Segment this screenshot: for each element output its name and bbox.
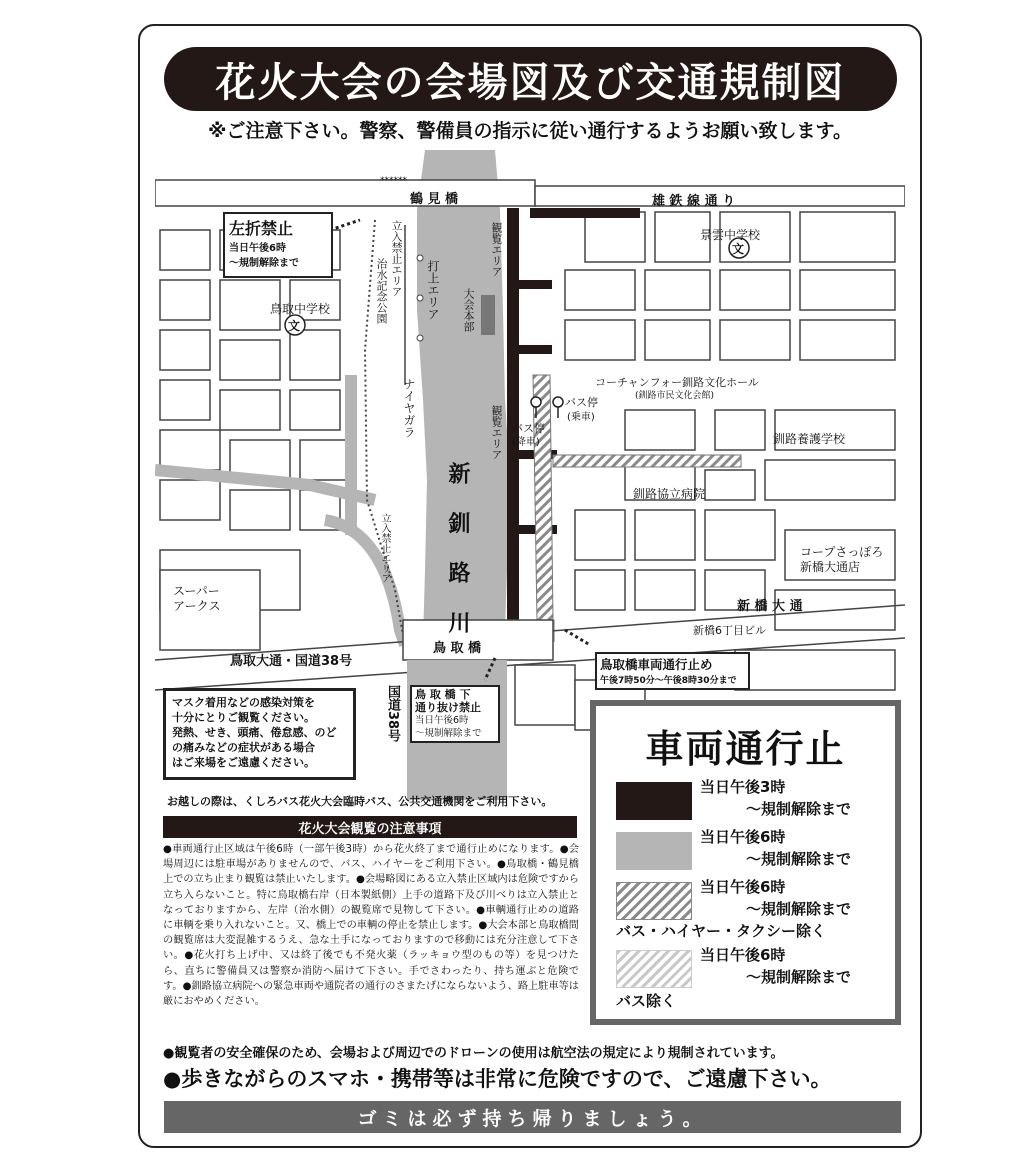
label-shinbashi-building: 新橋6丁目ビル <box>693 624 766 637</box>
legend-4-line2: ～規制解除まで <box>746 968 852 986</box>
label-coop-2: 新橋大通店 <box>800 560 861 574</box>
label-restricted-area-1: 立入禁止エリア <box>390 220 403 297</box>
legend-1-line1: 当日午後3時 <box>700 778 786 796</box>
label-park: 治水記念公園 <box>375 258 388 324</box>
legend-swatch-hatch-light <box>616 950 692 988</box>
label-culture-hall: コーチャンフォー釧路文化ホール <box>595 376 759 389</box>
label-tottori-school: 鳥取中学校 <box>270 302 331 316</box>
label-yutetsu-street: 雄 鉄 線 通 り <box>652 194 736 209</box>
legend-4-extra: バス除く <box>616 992 677 1010</box>
no-left-turn-line1: 当日午後6時 <box>229 243 286 254</box>
legend-4-line1: 当日午後6時 <box>700 946 786 964</box>
mask-line-3: 発熱、せき、頭痛、倦怠感、のど <box>172 726 337 739</box>
drone-notice: ●観覧者の安全確保のため、会場および周辺でのドローンの使用は航空法の規定により規制されています。 <box>163 1046 784 1061</box>
keiun-school-icon: 文 <box>732 242 745 256</box>
notes-title: 花火大会観覧の注意事項 <box>163 816 577 838</box>
label-hq: 大会本部 <box>462 288 475 332</box>
garbage-banner: ゴミは必ず持ち帰りましょう。 <box>164 1101 901 1133</box>
label-route38: 国道38号 <box>385 685 400 743</box>
mask-notice-box <box>163 688 356 780</box>
label-tsurumi-bridge: 鶴 見 橋 <box>410 192 459 207</box>
label-nursing-school: 釧路養護学校 <box>773 432 846 446</box>
label-bus-stop-board-sub: (乗車) <box>567 412 595 423</box>
label-tottori-street: 鳥取大通・国道38号 <box>230 654 353 669</box>
label-viewing-area-2: 観覧エリア <box>490 405 503 460</box>
legend-title: 車両通行止 <box>645 727 846 771</box>
bridge-closed-time: 午後7時50分～午後8時30分まで <box>600 676 737 686</box>
legend-2-line2: ～規制解除まで <box>746 850 852 868</box>
label-niagara: ナイヤガラ <box>402 378 416 438</box>
label-super-2: アークス <box>173 599 221 613</box>
no-left-turn-title: 左折禁止 <box>229 219 294 238</box>
legend-swatch-black <box>616 782 692 820</box>
legend-1-line2: ～規制解除まで <box>746 800 852 818</box>
label-launch-area: 打上エリア <box>426 260 440 320</box>
legend-swatch-hatch-dark <box>616 882 692 920</box>
label-culture-hall-sub: (釧路市民文化会館) <box>635 391 715 401</box>
legend-3-line1: 当日午後6時 <box>700 878 786 896</box>
label-keiun-school: 景雲中学校 <box>700 228 761 242</box>
under-bridge-line2: 通り抜け禁止 <box>415 701 481 714</box>
label-super: スーパー <box>173 584 220 598</box>
label-river: 新 釧 路 川 <box>445 462 470 643</box>
tottori-school-icon: 文 <box>288 319 301 333</box>
under-bridge-box <box>410 685 500 743</box>
label-shinbashi-street: 新 橋 大 通 <box>737 599 803 614</box>
label-coop: コープさっぽろ <box>800 545 884 559</box>
legend-3-line2: ～規制解除まで <box>746 900 852 918</box>
mask-line-2: 十分にとりご観覧ください。 <box>172 711 315 724</box>
label-viewing-area-1: 観覧エリア <box>490 222 503 277</box>
mask-line-4: の痛みなどの症状がある場合 <box>172 741 315 754</box>
label-hospital: 釧路協立病院 <box>633 487 706 501</box>
label-bus-stop-alight-sub: (降車) <box>512 437 540 448</box>
notes-body: ●車両通行止区域は午後6時（一部午後3時）から花火終了まで通行止めになります。●会場周辺には駐車場がありませんので、バス、ハイヤーをご利用下さい。●鳥取橋・鶴見橋上での立ち止まり観覧は禁止いたします。●会場略図にある立入禁止区域内は危険ですから立ち入らないこと。特に鳥取橋右岸（日本製紙側）上手の道路下及び川べりは立入禁止となっておりますから、左岸（治水側）の観覧席で見物して下さい。●車輌通行止めの道路に車輌を乗り入れないこと。又、橋上での車輌の停止を禁止します。●大会本部と鳥取橋間の観覧席は大変混雑するうえ、急な土手になっておりますので移動には充分注意して下さい。●花火打ち上げ中、又は終了後でも不発火薬（ラッキョウ型のもの等）を見つけたら、直ちに警備員又は警察か消防へ届けて下さい。手でさわったり、持ち運ぶと危険です。●釧路協立病院への緊急車両や通院者の通行のさまたげにならないよう、路上駐車等は厳におやめください。 <box>163 844 579 1008</box>
no-left-turn-box <box>223 212 333 278</box>
label-bus-stop-board: バス停 <box>565 396 598 409</box>
legend-swatch-gray <box>616 832 692 870</box>
label-restricted-area-2: 立入禁止エリア <box>379 513 390 583</box>
smartphone-notice: ●歩きながらのスマホ・携帯等は非常に危険ですので、ご遠慮下さい。 <box>163 1067 832 1091</box>
under-bridge-line1: 鳥 取 橋 下 <box>415 688 471 701</box>
mask-line-5: はご来場をご遠慮ください。 <box>172 756 315 769</box>
bridge-closed-box <box>595 652 750 690</box>
label-tottori-bridge: 鳥 取 橋 <box>433 641 482 656</box>
under-bridge-line4: ～規制解除まで <box>415 728 482 739</box>
label-bus-stop-alight: バス停 <box>512 422 545 435</box>
bridge-closed-title: 鳥取橋車両通行止め <box>600 657 713 672</box>
no-left-turn-line2: ～規制解除まで <box>229 258 299 269</box>
mask-line-1: マスク着用などの感染対策を <box>172 696 315 709</box>
stars: ****** <box>380 176 407 186</box>
legend-2-line1: 当日午後6時 <box>700 828 786 846</box>
notice-text: ※ご注意下さい。警察、警備員の指示に従い通行するようお願い致します。 <box>208 120 852 142</box>
under-bridge-line3: 当日午後6時 <box>415 715 469 726</box>
bus-note: お越しの際は、くしろバス花火大会臨時バス、公共交通機関をご利用下さい。 <box>167 795 553 808</box>
page-title: 花火大会の会場図及び交通規制図 <box>164 47 897 111</box>
legend-box <box>590 700 901 1025</box>
legend-3-extra: バス・ハイヤー・タクシー除く <box>616 922 827 940</box>
